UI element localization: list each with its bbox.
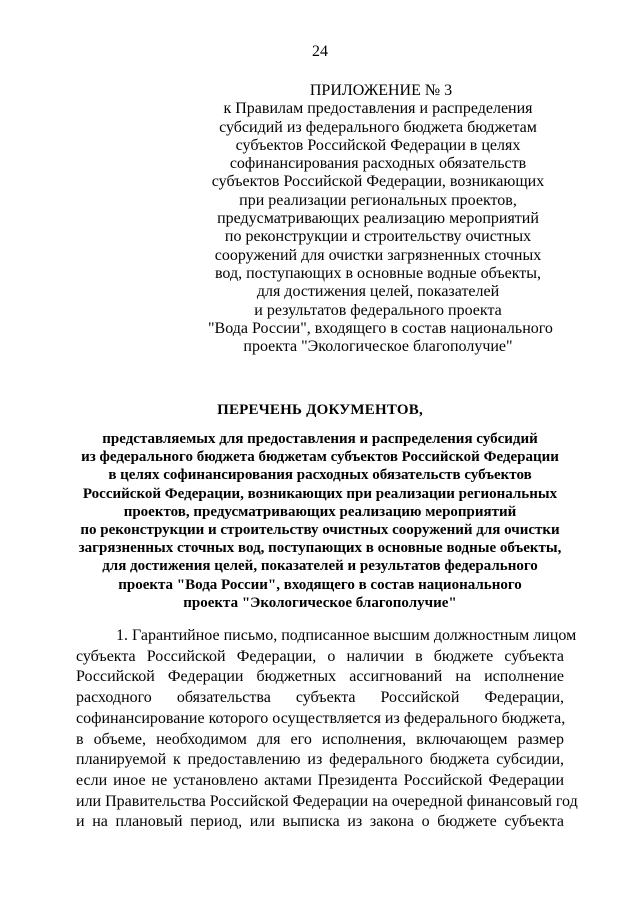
- subheading-line: Российской Федерации, возникающих при реализации региональных: [82, 485, 558, 502]
- body-line: расходного обязательства субъекта Российской Федерации,: [76, 689, 564, 707]
- appendix-line: к Правилам предоставления и распределения: [223, 100, 533, 118]
- appendix-line: субъектов Российской Федерации в целях: [235, 136, 521, 154]
- appendix-line: сооружений для очистки загрязненных сточных: [214, 246, 542, 264]
- body-line: или Правительства Российской Федерации на очередной финансовый год: [76, 792, 578, 810]
- subheading-line: для достижения целей, показателей и результатов федерального: [102, 558, 538, 575]
- body-line: 1. Гарантийное письмо, подписанное высшим должностным лицом: [116, 627, 577, 644]
- body-paragraph: [76, 626, 578, 833]
- body-line: субъекта Российской Федерации, о наличии в бюджете субъекта: [76, 647, 564, 665]
- body-line: если иное не установлено актами Президента Российской Федерации: [76, 771, 564, 789]
- subheading-line: загрязненных сточных вод, поступающих в основные водные объекты,: [78, 540, 562, 557]
- appendix-block: [208, 82, 553, 356]
- appendix-line: по реконструкции и строительству очистных: [224, 228, 532, 246]
- appendix-line: софинансирования расходных обязательств: [229, 155, 527, 173]
- page-number: 24: [312, 43, 328, 60]
- appendix-line: проекта "Экологическое благополучие": [243, 338, 513, 356]
- appendix-title: ПРИЛОЖЕНИЕ № 3: [309, 82, 453, 99]
- subheading-line: из федерального бюджета бюджетам субъектов Российской Федерации: [81, 449, 559, 466]
- appendix-line: для достижения целей, показателей: [256, 283, 500, 301]
- appendix-line: при реализации региональных проектов,: [239, 191, 517, 209]
- body-line: софинансирование которого осуществляется из федерального бюджета,: [76, 709, 566, 727]
- subheading-line: по реконструкции и строительству очистных сооружений для очистки: [80, 522, 560, 539]
- body-line: планируемой к предоставлению из федерального бюджета субсидии,: [76, 751, 564, 769]
- body-line: Российской Федерации бюджетных ассигнований на исполнение: [76, 668, 564, 686]
- appendix-line: "Вода России", входящего в состав национального: [208, 319, 553, 337]
- appendix-line: вод, поступающих в основные водные объекты,: [214, 264, 541, 282]
- appendix-line: субсидий из федерального бюджета бюджетам: [219, 118, 537, 136]
- subheading-line: проектов, предусматривающих реализацию мероприятий: [123, 503, 517, 520]
- body-line: и на плановый период, или выписка из закона о бюджете субъекта: [76, 813, 564, 831]
- subheading-line: проекта "Экологическое благополучие": [183, 594, 457, 611]
- appendix-line: субъектов Российской Федерации, возникающих: [211, 173, 545, 191]
- appendix-line: и результатов федерального проекта: [254, 301, 502, 319]
- subheading-line: представляемых для предоставления и распределения субсидий: [102, 431, 538, 447]
- document-subheading: [0, 430, 640, 612]
- document-heading: ПЕРЕЧЕНЬ ДОКУМЕНТОВ,: [217, 402, 423, 418]
- subheading-line: в целях софинансирования расходных обязательств субъектов: [108, 467, 532, 484]
- appendix-line: предусматривающих реализацию мероприятий: [217, 210, 539, 228]
- subheading-line: проекта "Вода России", входящего в состав национального: [118, 576, 522, 593]
- body-line: в объеме, необходимом для его исполнения, включающем размер: [76, 730, 564, 748]
